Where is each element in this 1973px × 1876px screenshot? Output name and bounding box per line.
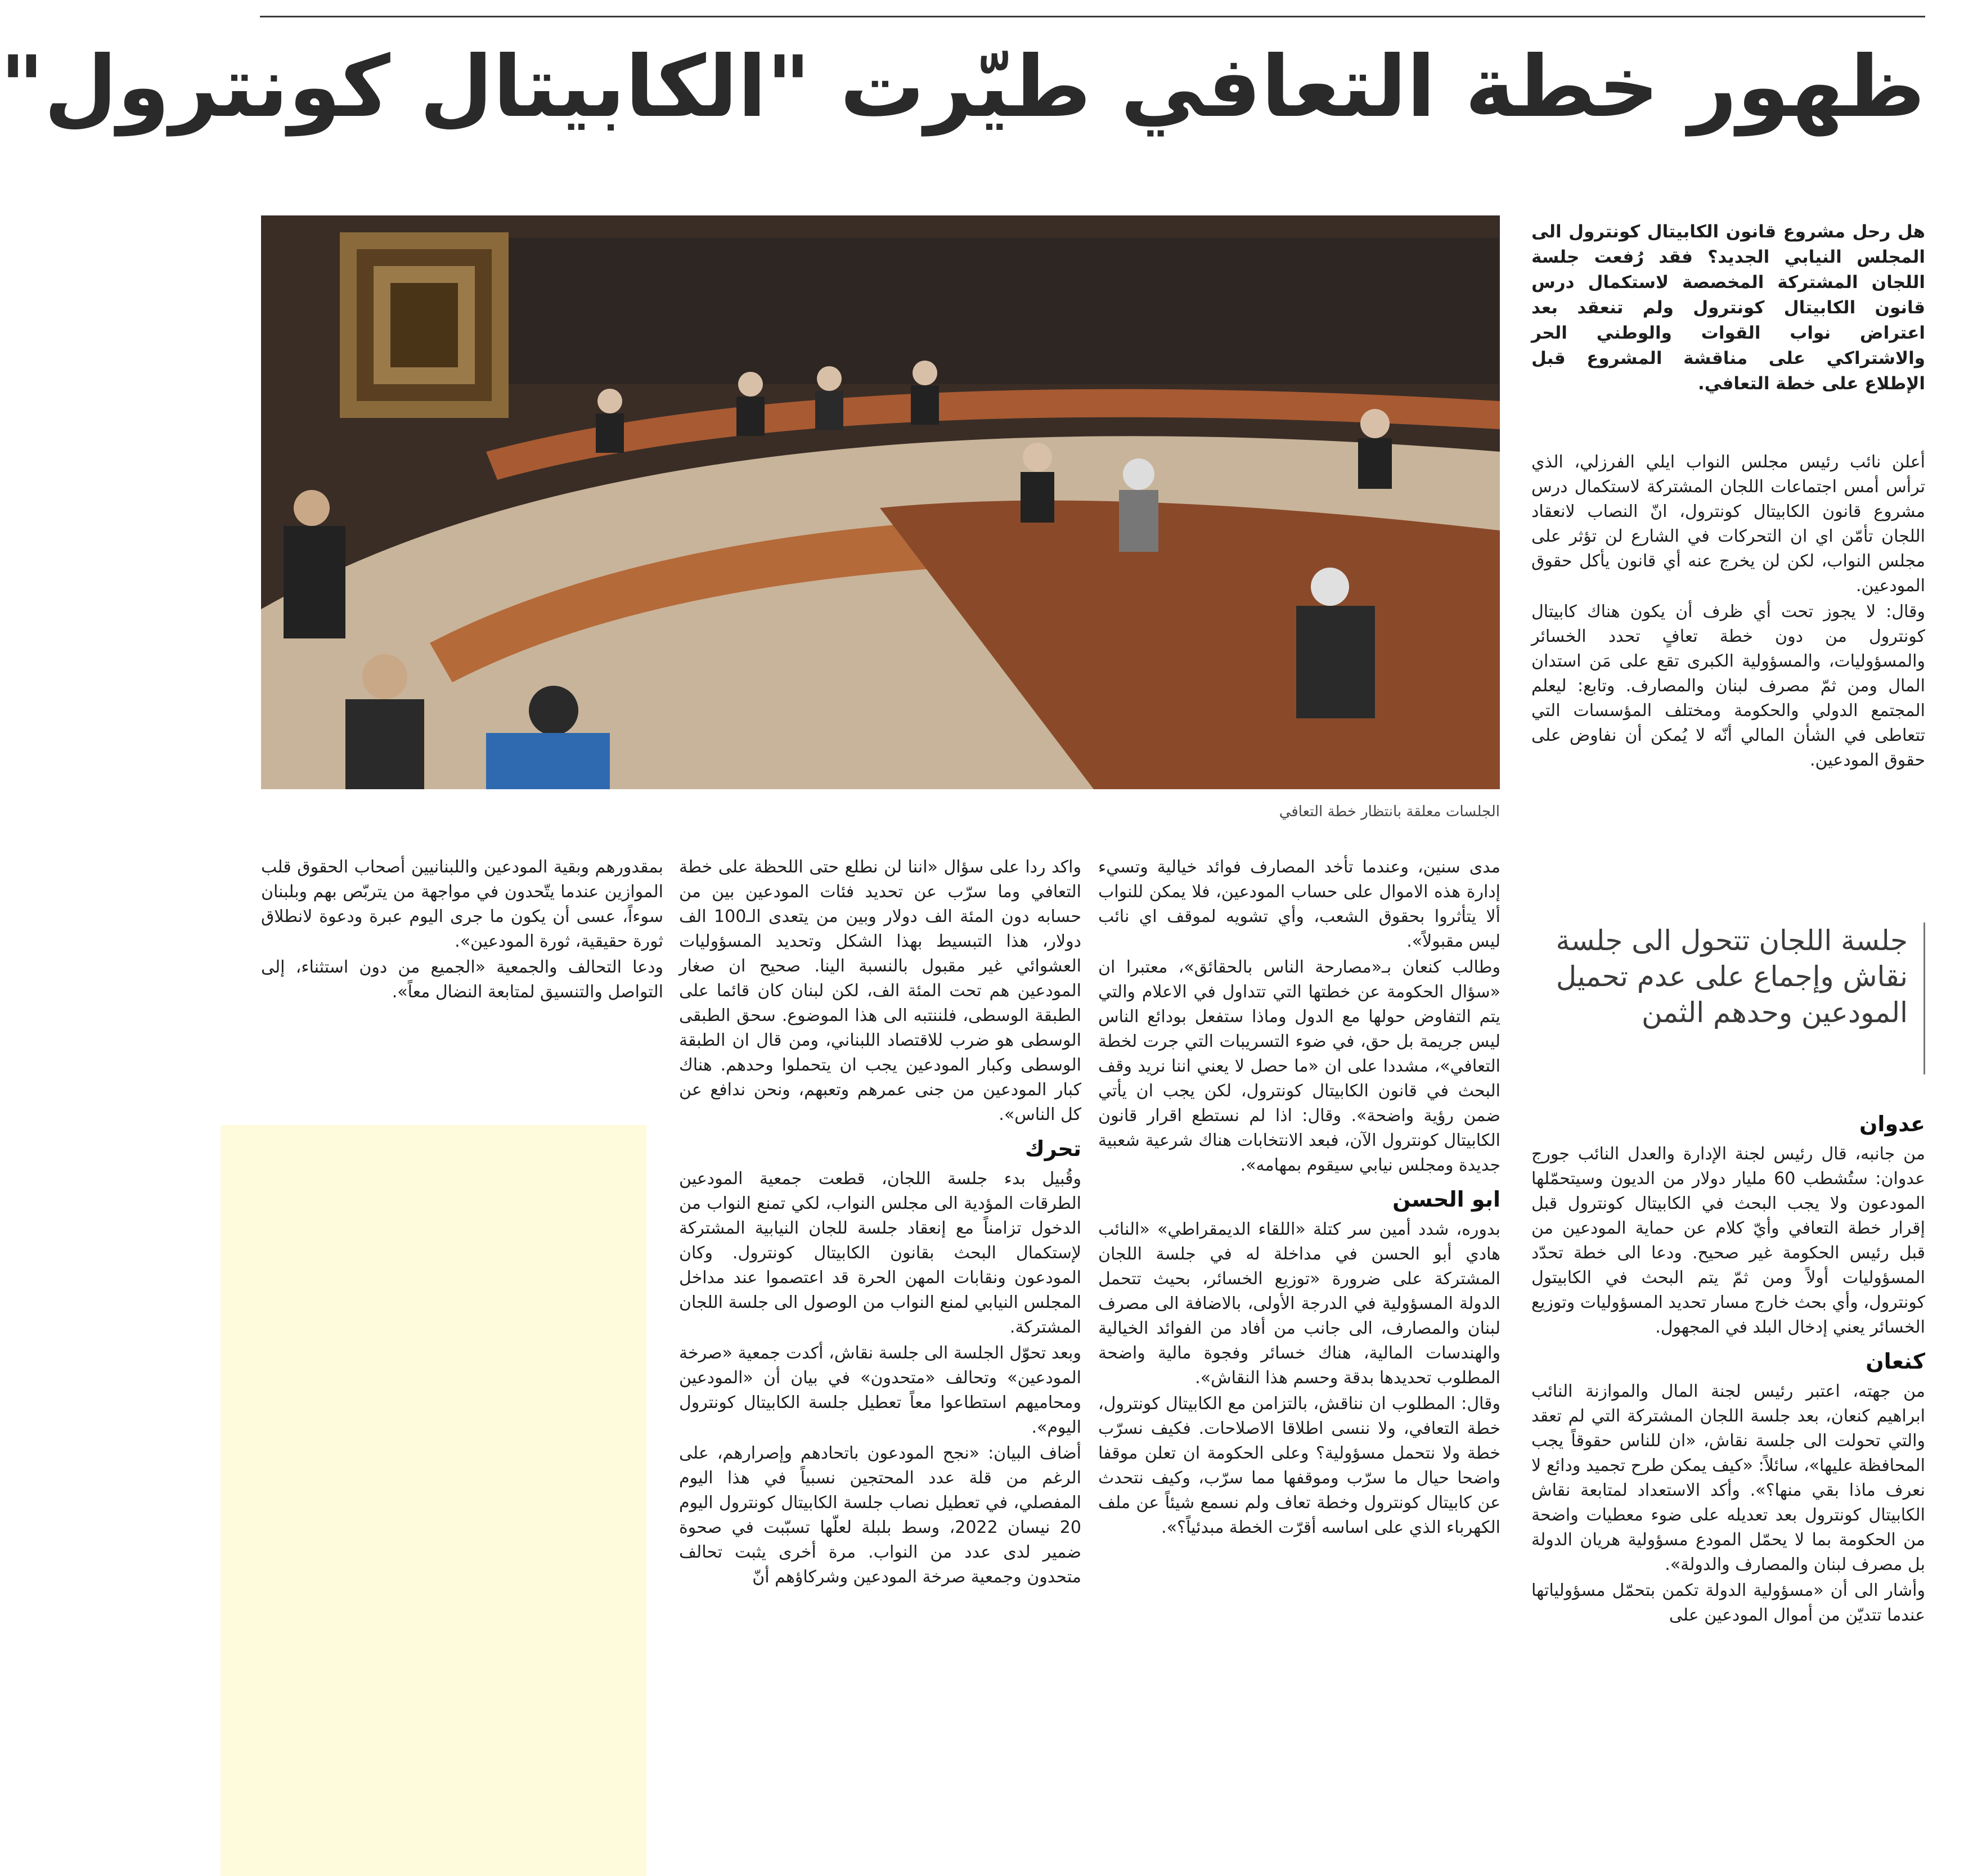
paragraph: أعلن نائب رئيس مجلس النواب ايلي الفرزلي، الذي ترأس أمس اجتماعات اللجان المشتركة لاستكمال درس مشروع قانون الكابيتال كونترول، انّ النصاب لانعقاد اللجان تأمّن اي ان التحركات في الشارع لن تؤثر على مجلس النواب، لكن لن يخرج عنه أي قانون يأكل حقوق المودعين. [1531,452,1925,596]
paragraph: من جهته، اعتبر رئيس لجنة المال والموازنة النائب ابراهيم كنعان، بعد جلسة اللجان المشتركة التي لم تعقد والتي تحولت الى جلسة نقاش، «ان للناس حقوقاً يجب المحافظة عليها»، سائلاً: «كيف يمكن طرح تجميد ودائع لا نعرف ماذا بقي منها؟». وأكد الاستعداد لمتابعة نقاش الكابيتال كونترول بعد تعديله على ضوء معطيات واضحة من الحكومة بما لا يحمّل المودع مسؤولية هريان الدولة بل مصرف لبنان والمصارف والدولة». [1531,1382,1925,1574]
photo-caption: الجلسات معلقة بانتظار خطة التعافي [1279,803,1500,820]
paragraph: وأشار الى أن «مسؤولية الدولة تكمن بتحمّل مسؤولياتها عندما تتديّن من أموال المودعين على [1531,1581,1925,1625]
paragraph: من جانبه، قال رئيس لجنة الإدارة والعدل النائب جورج عدوان: ستُشطب 60 مليار دولار من الديون وسيتحمّلها المودعون ولا يجب البحث في الكابيتال كونترول قبل إقرار خطة التعافي وأيّ كلام عن حماية المودعين من قبل رئيس الحكومة غير صحيح. ودعا الى خطة تحدّد المسؤوليات أولاً ومن ثمّ يتم البحث في الكابيتول كونترول، وأي بحث خارج مسار تحديد المسؤوليات وتوزيع الخسائر يعني إدخال البلد في المجهول. [1531,1144,1925,1337]
paragraph: وبعد تحوّل الجلسة الى جلسة نقاش، أكدت جمعية «صرخة المودعين» وتحالف «متحدون» في بيان أن «المودعين ومحاميهم استطاعوا معاً تعطيل جلسة الكابيتال كونترول اليوم». [679,1343,1081,1437]
photo-illustration [261,215,1500,789]
paragraph: أضاف البيان: «نجح المودعون باتحادهم وإصرارهم، على الرغم من قلة عدد المحتجين نسبياً في هذا اليوم المفصلي، في تعطيل نصاب جلسة الكابيتال كونترول اليوم 20 نيسان 2022، وسط بلبلة لعلّها تسبّبت في صحوة ضمير لدى عدد من النواب. مرة أخرى يثبت تحالف متحدون وجمعية صرخة المودعين وشركاؤهم أنّ [679,1443,1081,1587]
subheading: عدوان [1859,1112,1925,1136]
column-2 [1098,855,1500,1541]
column-1-bottom [1531,1103,1925,1629]
subheading: تحرك [1024,1136,1081,1161]
lead-paragraph: هل رحل مشروع قانون الكابيتال كونترول الى المجلس النيابي الجديد؟ فقد رُفعت جلسة اللجان المشتركة المخصصة لاستكمال درس قانون الكابيتال كونترول ولم تنعقد بعد اعتراض نواب القوات والوطني الحر والاشتراكي على مناقشة المشروع قبل الإطلاع على خطة التعافي. [1531,222,1925,394]
subheading: كنعان [1866,1349,1925,1374]
pull-quote: جلسة اللجان تتحول الى جلسة نقاش وإجماع على عدم تحميل المودعين وحدهم الثمن [1531,923,1925,1074]
ad-placeholder-box [221,1125,646,1876]
paragraph: وقُبيل بدء جلسة اللجان، قطعت جمعية المودعين الطرقات المؤدية الى مجلس النواب، لكي تمنع النواب من الدخول تزامناً مع إنعقاد جلسة للجان النيابية المشتركة لإستكمال البحث بقانون الكابيتال كونترول. وكان المودعون ونقابات المهن الحرة قد اعتصموا عند مداخل المجلس النيابي لمنع النواب من الوصول الى جلسة اللجان المشتركة. [679,1169,1081,1337]
top-rule [260,16,1925,17]
column-4 [261,855,663,1006]
column-1-top [1531,450,1925,774]
column-3 [679,855,1081,1591]
paragraph: بدوره، شدد أمين سر كتلة «اللقاء الديمقراطي» «النائب هادي أبو الحسن في مداخلة له في جلسة اللجان المشتركة على ضرورة «توزيع الخسائر، بحيث تتحمل الدولة المسؤولية في الدرجة الأولى، بالاضافة الى مصرف لبنان والمصارف، الى جانب من أفاد من الفوائد الخيالية والهندسات المالية، هناك خسائر وفجوة مالية واضحة المطلوب تحديدها بدقة وحسم هذا النقاش». [1098,1220,1500,1388]
paragraph: وقال: لا يجوز تحت أي ظرف أن يكون هناك كابيتال كونترول من دون خطة تعافٍ تحدد الخسائر والمسؤوليات، والمسؤولية الكبرى تقع على مَن استدان المال ومن ثمّ مصرف لبنان والمصارف. وتابع: ليعلم المجتمع الدولي والحكومة ومختلف المؤسسات التي تتعاطى في الشأن المالي أنّه لا يُمكن أن نفاوض على حقوق المودعين. [1531,602,1925,770]
subheading: ابو الحسن [1392,1187,1500,1212]
paragraph: بمقدورهم وبقية المودعين واللبنانيين أصحاب الحقوق قلب الموازين عندما يتّحدون في مواجهة من يتربّص بهم وبلبنان سوءاً، عسى أن يكون ما جرى اليوم عبرة ودعوة لانطلاق ثورة حقيقية، ثورة المودعين». [261,857,663,951]
paragraph: ودعا التحالف والجمعية «الجميع من دون استثناء، إلى التواصل والتنسيق لمتابعة النضال معاً». [261,957,663,1002]
paragraph: وطالب كنعان بـ«مصارحة الناس بالحقائق»، معتبرا ان «سؤال الحكومة عن خطتها التي تتداول في الاعلام والتي يتم التفاوض حولها مع الدول وماذا ستفعل بودائع الناس ليس جريمة بل حق، في ضوء التسريبات التي جرت لخطة التعافي»، مشددا على ان «ما حصل لا يعني اننا نريد وقف البحث في قانون الكابيتال كونترول، لكن يجب ان يأتي ضمن رؤية واضحة». وقال: اذا لم نستطع اقرار قانون الكابيتال كونترول الآن، فبعد الانتخابات هناك شرعية شعبية جديدة ومجلس نيابي سيقوم بمهامه». [1098,957,1500,1175]
paragraph: وقال: المطلوب ان نناقش، بالتزامن مع الكابيتال كونترول، خطة التعافي، ولا ننسى اطلاقا الاصلاحات. فكيف نسرّب خطة ولا نتحمل مسؤولية؟ وعلى الحكومة ان تعلن موقفا واضحا حيال ما سرّب وموقفها مما سرّب، وكيف نتحدث عن كابيتال كونترول وخطة تعاف ولم نسمع شيئاً عن ملف الكهرباء الذي على اساسه أقرّت الخطة مبدئياً؟». [1098,1394,1500,1537]
paragraph: مدى سنين، وعندما تأخد المصارف فوائد خيالية وتسيء إدارة هذه الاموال على حساب المودعين، فلا يمكن للنواب ألا يتأثروا بحقوق الشعب، وأي تشويه لموقف اي نائب ليس مقبولاً». [1098,857,1500,951]
headline: ظهور خطة التعافي طيّرت "الكابيتال كونترول" [0,38,1925,136]
paragraph: واكد ردا على سؤال «اننا لن نطلع حتى اللحظة على خطة التعافي وما سرّب عن تحديد فئات المودعين بين من حسابه دون المئة الف دولار وبين من يتعدى الـ100 الف دولار، هذا التبسيط بهذا الشكل وتحديد المسؤوليات العشوائي غير مقبول بالنسبة الينا. صحيح ان صغار المودعين هم تحت المئة الف، لكن لبنان كان قائما على الطبقة الوسطى، فلننتبه الى هذا الموضوع. سحق الطبقى الوسطى هو ضرب للاقتصاد اللبناني، ومن قال ان الطبقة الوسطى وكبار المودعين يجب ان يتحملوا وحدهم. هناك كبار المودعين من جنى عمرهم وتعبهم، ونحن ندافع عن كل الناس». [679,857,1081,1124]
parliament-committee-photo [261,215,1500,789]
